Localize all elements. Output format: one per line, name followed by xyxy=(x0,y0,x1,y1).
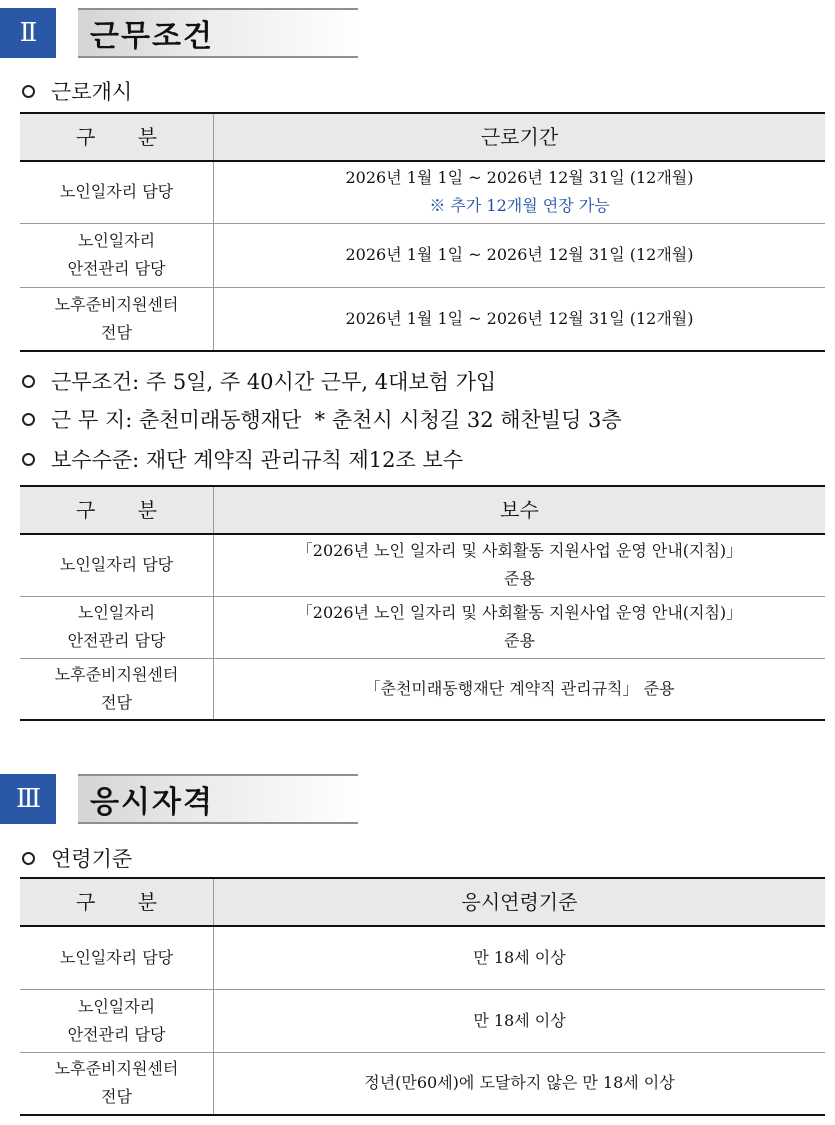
circle-bullet-icon xyxy=(22,852,35,865)
row-category: 노후준비지원센터 전담 xyxy=(20,287,214,351)
circle-bullet-icon xyxy=(22,413,35,426)
bullet-workplace: 근 무 지: 춘천미래동행재단 * 춘천시 시청길 32 해찬빌딩 3층 xyxy=(22,404,622,434)
pay-table xyxy=(20,485,825,721)
age-criteria-table xyxy=(20,877,825,1116)
section-title: 근무조건 xyxy=(90,19,214,54)
table-row xyxy=(20,161,825,223)
row-pay: 「2026년 노인 일자리 및 사회활동 지원사업 운영 안내(지침)」 준용 xyxy=(214,596,826,658)
work-period-table xyxy=(20,112,825,352)
section-number-badge: Ⅲ xyxy=(0,774,56,824)
row-age: 만 18세 이상 xyxy=(214,989,826,1052)
circle-bullet-icon xyxy=(22,85,35,98)
row-category: 노인일자리 담당 xyxy=(20,161,214,223)
bullet-work-conditions: 근무조건: 주 5일, 주 40시간 근무, 4대보험 가입 xyxy=(22,366,496,396)
table-header-row xyxy=(20,486,825,534)
row-period: 2026년 1월 1일 ~ 2026년 12월 31일 (12개월) xyxy=(214,223,826,287)
row-category: 노인일자리 안전관리 담당 xyxy=(20,596,214,658)
circle-bullet-icon xyxy=(22,375,35,388)
subhead-work-start xyxy=(22,76,132,106)
header-age: 응시연령기준 xyxy=(214,878,826,926)
section-title-box xyxy=(78,774,358,824)
table-row xyxy=(20,223,825,287)
table-row xyxy=(20,1052,825,1115)
header-category: 구 분 xyxy=(20,113,214,161)
table-row xyxy=(20,926,825,989)
row-age: 정년(만60세)에 도달하지 않은 만 18세 이상 xyxy=(214,1052,826,1115)
row-age: 만 18세 이상 xyxy=(214,926,826,989)
row-category: 노인일자리 안전관리 담당 xyxy=(20,989,214,1052)
row-category: 노인일자리 담당 xyxy=(20,534,214,596)
subhead-text: 연령기준 xyxy=(51,847,133,871)
header-category: 구 분 xyxy=(20,878,214,926)
circle-bullet-icon xyxy=(22,453,35,466)
table-header-row xyxy=(20,113,825,161)
row-period: 2026년 1월 1일 ~ 2026년 12월 31일 (12개월) ※ 추가 12개월 연장 가능 xyxy=(214,161,826,223)
bullet-pay-level: 보수수준: 재단 계약직 관리규칙 제12조 보수 xyxy=(22,444,463,474)
subhead-text: 근로개시 xyxy=(51,80,133,104)
table-header-row xyxy=(20,878,825,926)
table-row xyxy=(20,989,825,1052)
section-number-badge: Ⅱ xyxy=(0,8,56,58)
row-pay: 「춘천미래동행재단 계약직 관리규칙」 준용 xyxy=(214,658,826,720)
table-row xyxy=(20,534,825,596)
section-title-box xyxy=(78,8,358,58)
row-pay: 「2026년 노인 일자리 및 사회활동 지원사업 운영 안내(지침)」 준용 xyxy=(214,534,826,596)
header-period: 근로기간 xyxy=(214,113,826,161)
table-row xyxy=(20,287,825,351)
table-row xyxy=(20,596,825,658)
row-category: 노후준비지원센터 전담 xyxy=(20,658,214,720)
header-category: 구 분 xyxy=(20,486,214,534)
header-pay: 보수 xyxy=(214,486,826,534)
row-category: 노후준비지원센터 전담 xyxy=(20,1052,214,1115)
extension-note: ※ 추가 12개월 연장 가능 xyxy=(429,196,610,216)
row-category: 노인일자리 안전관리 담당 xyxy=(20,223,214,287)
subhead-age-criteria xyxy=(22,843,132,873)
row-period: 2026년 1월 1일 ~ 2026년 12월 31일 (12개월) xyxy=(214,287,826,351)
row-category: 노인일자리 담당 xyxy=(20,926,214,989)
section-title: 응시자격 xyxy=(90,785,214,820)
table-row xyxy=(20,658,825,720)
